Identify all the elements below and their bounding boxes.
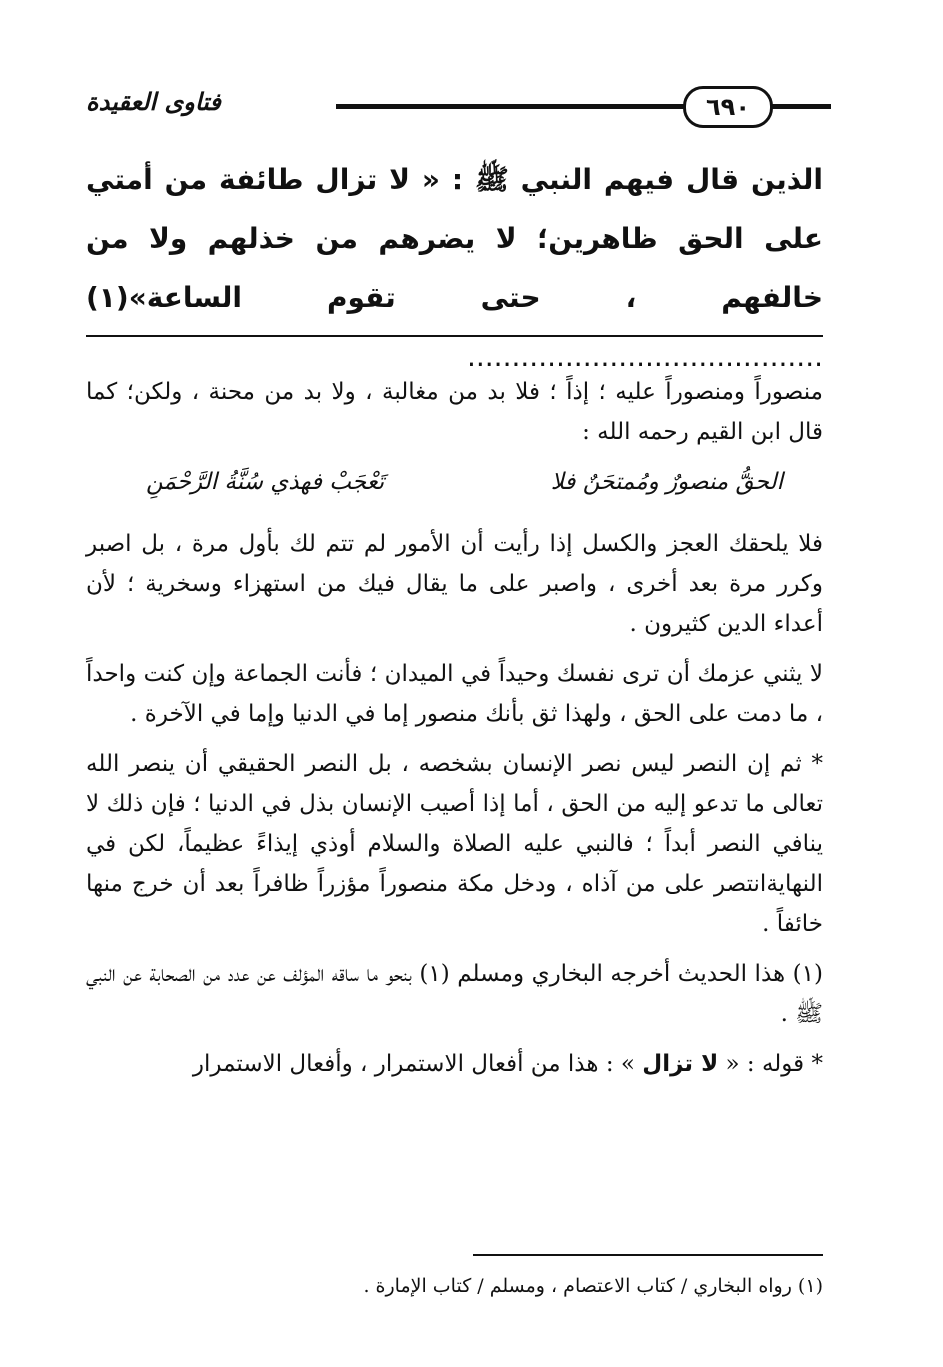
hadith-block [86,150,823,386]
section-divider [86,335,823,337]
footnote-rule [473,1254,823,1256]
paragraph-1: منصوراً ومنصوراً عليه ؛ إذاً ؛ فلا بد من مغالبة ، ولا بد من محنة ، ولكن؛ كما قال ابن القيم رحمه الله : [86,379,823,445]
paragraph-6 [86,1044,823,1084]
paragraph-6-prefix: * قوله : « [725,1051,823,1077]
header-rule-end [771,104,831,109]
poem-second-hemistich: تَعْجَبْ فهذي سُنَّةُ الرَّحْمَنِ [146,469,385,495]
paragraph-2: فلا يلحقك العجز والكسل إذا رأيت أن الأمور لم تتم لك بأول مرة ، بل اصبر وكرر مرة بعد أخرى ، واصبر على ما يقال فيك من استهزاء وسخرية ؛ لأن أعداء الدين كثيرون . [86,531,823,637]
paragraph-3: لا يثني عزمك أن ترى نفسك وحيداً في الميدان ؛ فأنت الجماعة وإن كنت واحداً ، ما دمت على الحق ، ولهذا ثق بأنك منصور إما في الدنيا وإما في الآخرة . [86,661,823,727]
hadith-text: الذين قال فيهم النبي ﷺ : « لا تزال طائفة من أمتي على الحق ظاهرين؛ لا يضرهم من خذلهم ولا من خالفهم ، حتى تقوم الساعة»(١) [86,163,823,314]
poem-first-hemistich: الحقُّ منصورٌ ومُمتحَنٌ فلا [550,469,783,495]
page-number: ٦٩٠ [683,86,773,128]
paragraph-5: (١) هذا الحديث أخرجه البخاري ومسلم (١) بنحو ما ساقه المؤلف عن عدد من الصحابة عن النبي ﷺ . [86,961,823,1027]
paragraph-6-suffix: » : هذا من أفعال الاستمرار ، وأفعال الاستمرار [192,1051,635,1077]
hadith-dots: ........................................ [466,340,823,373]
header-rule [336,104,739,109]
poem-verse [86,462,823,502]
commentary-text [86,372,823,1094]
paragraph-4: * ثم إن النصر ليس نصر الإنسان بشخصه ، بل النصر الحقيقي أن ينصر الله تعالى ما تدعو إليه من الحق ، أما إذا أصيب الإنسان بذل في الدنيا ؛ فإن ذلك لا ينافي النصر أبداً ؛ فالنبي عليه الصلاة والسلام أوذي إيذاءً عظيماً، لكن في النهايةانتصر على من آذاه ، ودخل مكة منصوراً مؤزراً ظافراً بعد أن خرج منها خائفاً . [86,751,824,937]
paragraph-6-keyword: لا تزال [642,1051,719,1077]
page-header [86,82,831,130]
book-title: فتاوى العقيدة [86,88,221,116]
footnote: (١) رواه البخاري / كتاب الاعتصام ، ومسلم / كتاب الإمارة . [363,1275,823,1297]
